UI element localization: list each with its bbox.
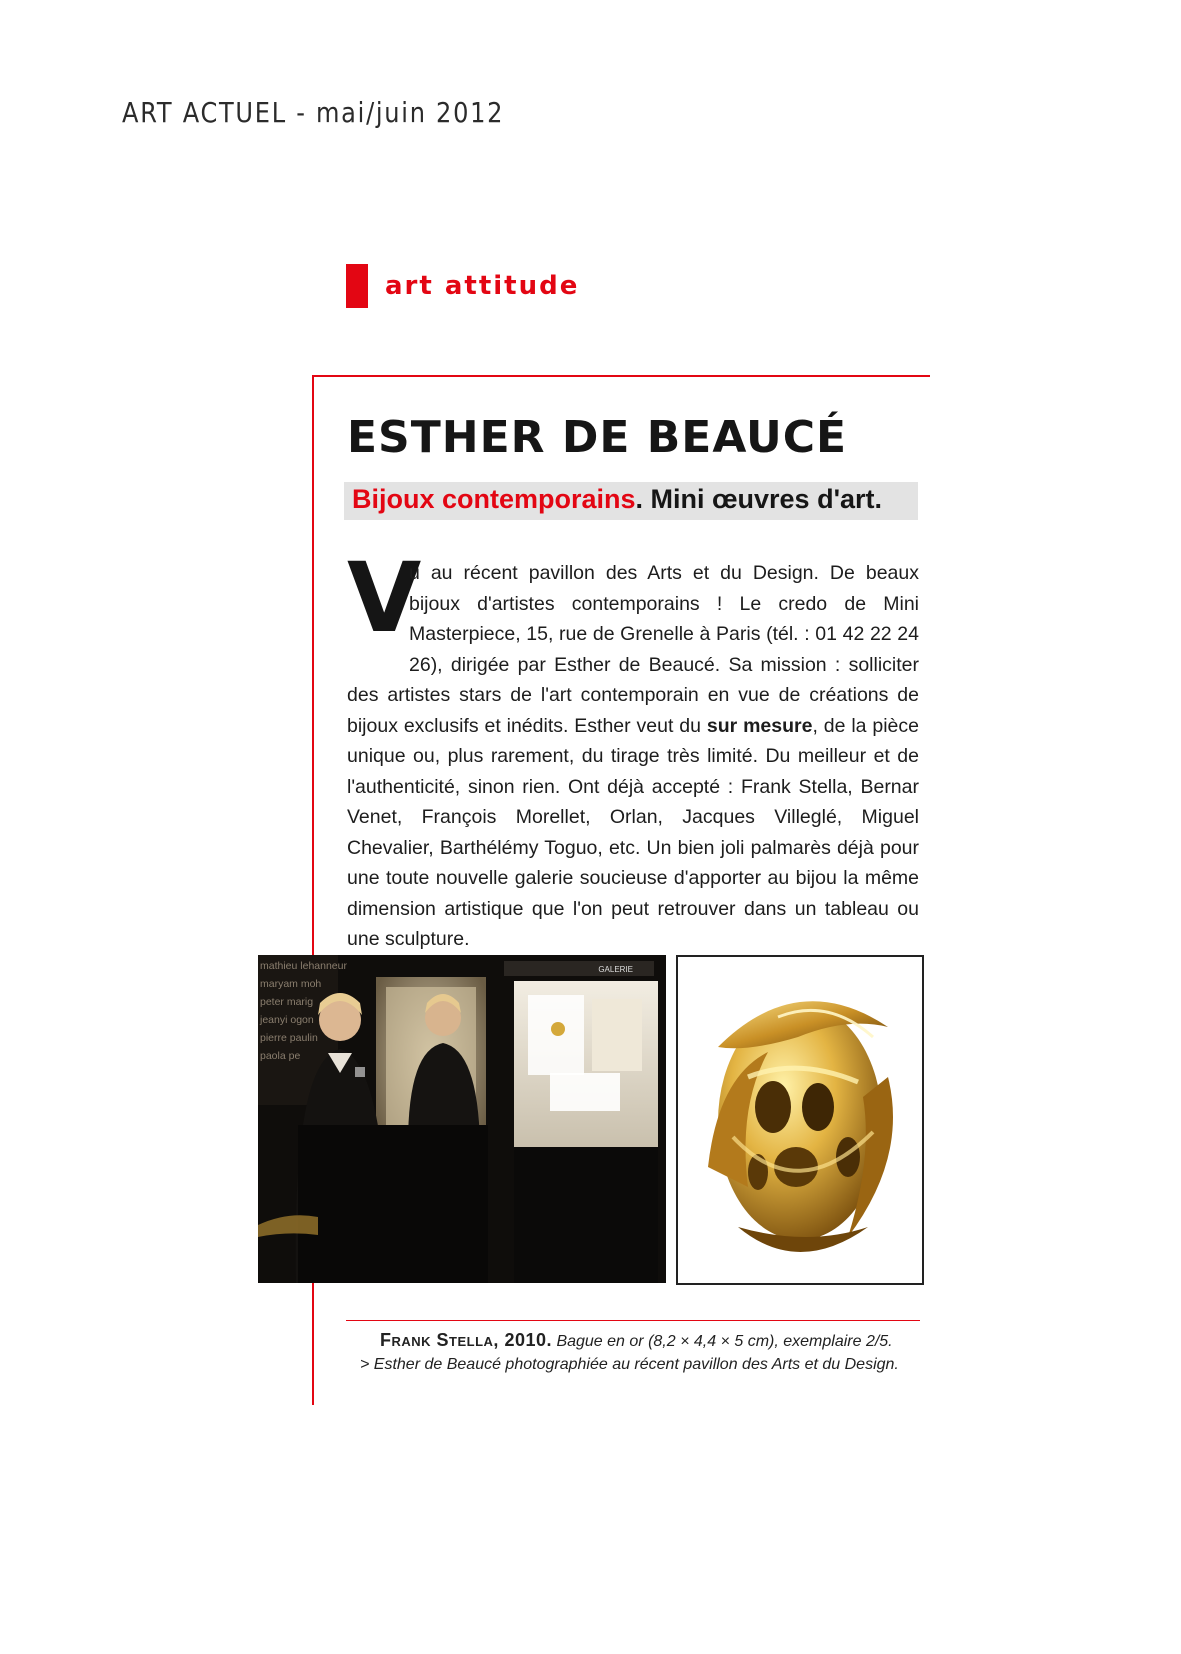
body-text-part-2: , de la pièce unique ou, plus rarement, du tirage très limité. Du meilleur et de l'authenticité, sinon rien. Ont déjà accepté : Frank Stella, Bernar Venet, François Morellet, Orlan, Jacques Villeglé, Miguel Chevalier, Barthélémy Toguo, etc. Un bien joli palmarès déjà pour une toute nouvelle galerie soucieuse d'apporter au bijou la même dimension artistique que l'on peut retrouver dans un tableau ou une sculpture. bbox=[347, 714, 919, 950]
wall-name: paola pe bbox=[260, 1050, 301, 1062]
rubric-label: art attitude bbox=[385, 271, 580, 301]
body-text-emphasis: sur mesure bbox=[706, 714, 813, 737]
caption-line-2: > Esther de Beaucé photographiée au récent pavillon des Arts et du Design. bbox=[360, 1356, 899, 1373]
article-frame-top-rule bbox=[314, 375, 930, 377]
wall-name: pierre paulin bbox=[260, 1032, 318, 1044]
wall-name: peter marig bbox=[260, 996, 314, 1008]
photo-esther-de-beauce bbox=[258, 955, 666, 1283]
publication-header: ART ACTUEL - mai/juin 2012 bbox=[122, 96, 505, 129]
gallery-sign: GALERIE bbox=[598, 965, 633, 974]
body-text-part-1: u au récent pavillon des Arts et du Design. De beaux bijoux d'artistes contemporains ! Le credo de Mini Masterpiece, 15, rue de Grenelle à Paris (tél. : 01 42 22 24 26), dirigée par Esther de Beaucé. Sa mission : solliciter des artistes stars de l'art contemporain en vue de créations de bijoux exclusifs et inédits. Esther veut du bbox=[347, 562, 919, 737]
photo-stella-ring bbox=[676, 955, 924, 1285]
article-title: ESTHER DE BEAUCÉ bbox=[347, 412, 848, 463]
article-body bbox=[347, 558, 919, 955]
caption-detail: Bague en or (8,2 × 4,4 × 5 cm), exemplaire 2/5. bbox=[556, 1333, 893, 1350]
wall-name: mathieu lehanneur bbox=[260, 960, 347, 972]
gold-ring-image bbox=[678, 957, 922, 1283]
subtitle-dark-part: . Mini œuvres d'art. bbox=[635, 484, 883, 514]
wall-name: jeanyi ogon bbox=[260, 1014, 314, 1026]
caption-artist: Frank Stella, 2010. bbox=[380, 1330, 552, 1350]
drop-cap: V bbox=[347, 542, 422, 654]
caption-line-1 bbox=[380, 1330, 920, 1351]
caption-rule bbox=[346, 1320, 920, 1321]
wall-name: maryam moh bbox=[260, 978, 322, 990]
subtitle-red-part: Bijoux contemporains bbox=[352, 484, 636, 514]
rubric-marker bbox=[346, 264, 368, 308]
article-subtitle bbox=[352, 484, 882, 515]
